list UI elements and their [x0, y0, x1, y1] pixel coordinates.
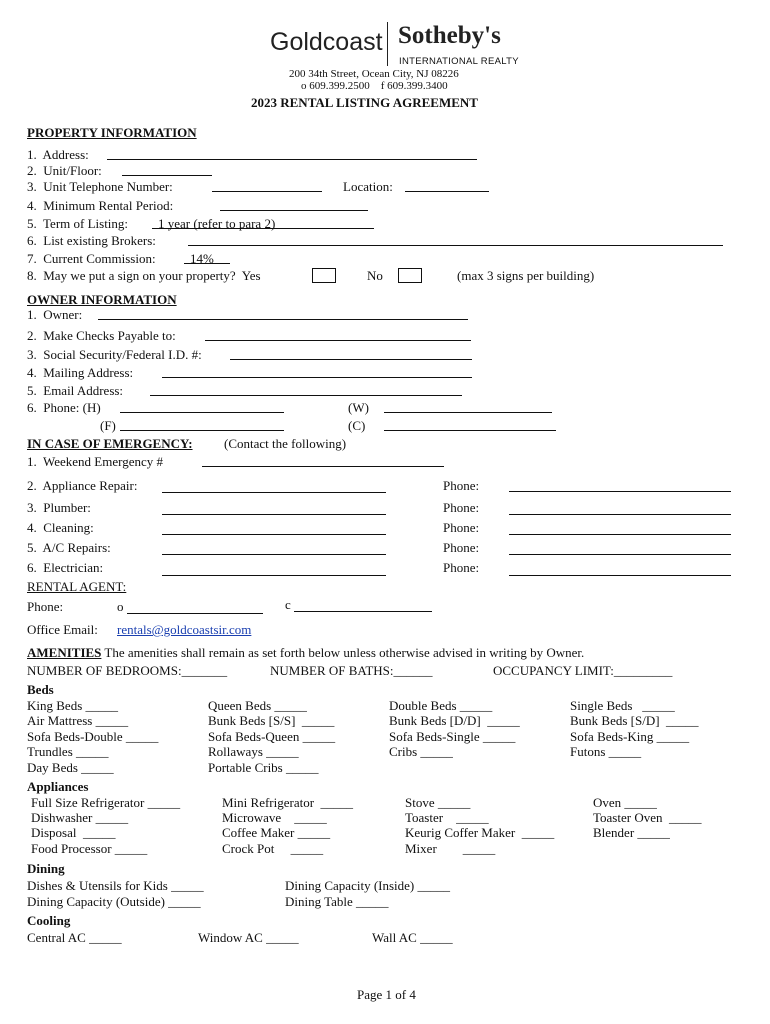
weekend-emergency-field[interactable] [202, 466, 444, 467]
appliance-item[interactable]: Toaster _____ [405, 810, 489, 826]
section-emergency-heading: IN CASE OF EMERGENCY: [27, 436, 193, 451]
ac-repairs-label: 5. A/C Repairs: [27, 540, 111, 555]
sign-question-label: 8. May we put a sign on your property? Yes [27, 268, 261, 283]
sign-no-checkbox[interactable] [398, 268, 422, 283]
amenities-intro-line [27, 645, 584, 660]
dining-item[interactable]: Dining Capacity (Inside) _____ [285, 878, 450, 893]
term-value: 1 year (refer to para 2) [158, 216, 276, 231]
ac-repairs-phone-field[interactable] [509, 554, 731, 555]
bed-item[interactable]: Portable Cribs _____ [208, 759, 319, 775]
phone-w-label: (W) [348, 400, 369, 415]
cooling-item[interactable]: Wall AC _____ [372, 930, 453, 945]
logo-goldcoast: Goldcoast [270, 28, 383, 56]
appliance-item[interactable]: Mixer _____ [405, 840, 496, 856]
appliance-repair-label: 2. Appliance Repair: [27, 478, 138, 493]
agent-phone-o-field[interactable] [127, 613, 263, 614]
commission-value: 14% [190, 251, 214, 266]
bed-item[interactable]: Sofa Beds-Single _____ [389, 728, 516, 744]
appliance-item[interactable]: Disposal _____ [31, 825, 116, 841]
appliances-heading: Appliances [27, 779, 89, 794]
plumber-field[interactable] [162, 514, 386, 515]
bed-item[interactable]: Queen Beds _____ [208, 698, 307, 713]
amenities-intro: The amenities shall remain as set forth below unless otherwise advised in writing by Owner. [101, 645, 585, 660]
location-label: Location: [343, 179, 393, 194]
document-title: 2023 RENTAL LISTING AGREEMENT [251, 95, 478, 110]
appliance-repair-field[interactable] [162, 492, 386, 493]
office-address: 200 34th Street, Ocean City, NJ 08226 [289, 68, 459, 80]
office-email-link[interactable]: rentals@goldcoastsir.com [117, 622, 252, 637]
weekend-emergency-label: 1. Weekend Emergency # [27, 454, 164, 469]
appliance-item[interactable]: Full Size Refrigerator _____ [31, 795, 181, 810]
address-field[interactable] [107, 159, 477, 160]
appliance-repair-phone-field[interactable] [509, 491, 731, 492]
agent-phone-c-label: c [285, 597, 291, 612]
mailing-label: 4. Mailing Address: [27, 365, 134, 380]
office-email-label: Office Email: [27, 622, 98, 637]
appliance-repair-phone-label: Phone: [443, 478, 480, 493]
plumber-phone-label: Phone: [443, 500, 480, 515]
term-field[interactable] [152, 228, 374, 229]
checks-payable-field[interactable] [205, 340, 471, 341]
bed-item[interactable]: Bunk Beds [S/S] _____ [208, 713, 335, 729]
ac-repairs-phone-label: Phone: [443, 540, 480, 555]
bed-item[interactable]: Sofa Beds-King _____ [570, 728, 690, 744]
mailing-field[interactable] [162, 377, 472, 378]
cooling-heading: Cooling [27, 913, 71, 928]
bed-item[interactable]: Trundles _____ [27, 744, 109, 760]
office-phones: o 609.399.2500 f 609.399.3400 [301, 80, 448, 92]
commission-label: 7. Current Commission: [27, 251, 156, 266]
checks-payable-label: 2. Make Checks Payable to: [27, 328, 176, 343]
phone-w-field[interactable] [384, 412, 552, 413]
dining-item[interactable]: Dishes & Utensils for Kids _____ [27, 878, 204, 893]
phone-f-label: (F) [100, 418, 116, 433]
appliance-item[interactable]: Keurig Coffer Maker _____ [405, 825, 555, 841]
bed-item[interactable]: Bunk Beds [D/D] _____ [389, 713, 520, 729]
owner-field[interactable] [98, 319, 468, 320]
appliance-item[interactable]: Food Processor _____ [31, 840, 148, 856]
beds-heading: Beds [27, 682, 54, 697]
ssn-label: 3. Social Security/Federal I.D. #: [27, 347, 202, 362]
address-label: 1. Address: [27, 147, 89, 162]
bed-item[interactable]: Day Beds _____ [27, 759, 114, 775]
electrician-phone-label: Phone: [443, 560, 480, 575]
bed-item[interactable]: Bunk Beds [S/D] _____ [570, 713, 699, 729]
ssn-field[interactable] [230, 359, 472, 360]
bed-item[interactable]: Air Mattress _____ [27, 713, 129, 729]
sign-no-label: No [367, 268, 383, 283]
section-property-heading: PROPERTY INFORMATION [27, 125, 197, 140]
agent-phone-c-field[interactable] [294, 611, 432, 612]
bedrooms-field[interactable]: NUMBER OF BEDROOMS:_______ [27, 663, 228, 678]
appliance-item[interactable]: Crock Pot _____ [222, 840, 324, 856]
sign-yes-checkbox[interactable] [312, 268, 336, 283]
appliance-item[interactable]: Stove _____ [405, 795, 471, 810]
emergency-subheading: (Contact the following) [224, 436, 347, 451]
bed-item[interactable]: Futons _____ [570, 744, 642, 760]
section-owner-heading: OWNER INFORMATION [27, 292, 177, 307]
appliance-item[interactable]: Oven _____ [593, 795, 657, 810]
brokers-field[interactable] [188, 245, 723, 246]
dining-heading: Dining [27, 861, 65, 876]
cleaning-phone-field[interactable] [509, 534, 731, 535]
sign-note: (max 3 signs per building) [457, 268, 595, 283]
electrician-phone-field[interactable] [509, 575, 731, 576]
bed-item[interactable]: Cribs _____ [389, 744, 453, 760]
electrician-field[interactable] [162, 575, 386, 576]
unit-floor-label: 2. Unit/Floor: [27, 163, 102, 178]
bed-item[interactable]: Single Beds _____ [570, 698, 675, 713]
unit-phone-field[interactable] [212, 191, 322, 192]
appliance-item[interactable]: Blender _____ [593, 825, 670, 841]
phone-f-field[interactable] [120, 430, 284, 431]
bed-item[interactable]: King Beds _____ [27, 698, 118, 713]
bed-item[interactable]: Rollaways _____ [208, 744, 299, 760]
cooling-item[interactable]: Window AC _____ [198, 930, 299, 945]
dining-item[interactable]: Dining Capacity (Outside) _____ [27, 893, 201, 909]
agent-phone-label: Phone: [27, 599, 64, 614]
agent-phone-o-label: o [117, 599, 124, 614]
page-number: Page 1 of 4 [357, 987, 416, 1002]
dining-item[interactable]: Dining Table _____ [285, 893, 389, 909]
bed-item[interactable]: Double Beds _____ [389, 698, 493, 713]
appliance-item[interactable]: Dishwasher _____ [31, 810, 129, 826]
cleaning-label: 4. Cleaning: [27, 520, 94, 535]
min-rental-label: 4. Minimum Rental Period: [27, 198, 174, 213]
cleaning-field[interactable] [162, 534, 386, 535]
phone-c-label: (C) [348, 418, 366, 433]
phone-h-label: 6. Phone: (H) [27, 400, 101, 415]
phone-c-field[interactable] [384, 430, 556, 431]
owner-label: 1. Owner: [27, 307, 83, 322]
electrician-label: 6. Electrician: [27, 560, 104, 575]
min-rental-field[interactable] [220, 210, 368, 211]
appliance-item[interactable]: Toaster Oven _____ [593, 810, 702, 826]
location-field[interactable] [405, 191, 489, 192]
appliance-item[interactable]: Mini Refrigerator _____ [222, 795, 354, 810]
commission-field[interactable] [184, 263, 230, 264]
brokers-label: 6. List existing Brokers: [27, 233, 156, 248]
appliance-item[interactable]: Coffee Maker _____ [222, 825, 331, 841]
cleaning-phone-label: Phone: [443, 520, 480, 535]
section-agent-heading: RENTAL AGENT: [27, 579, 127, 594]
email-label: 5. Email Address: [27, 383, 124, 398]
logo-subtitle: INTERNATIONAL REALTY [399, 56, 519, 67]
appliance-item[interactable]: Microwave _____ [222, 810, 327, 826]
term-label: 5. Term of Listing: [27, 216, 129, 231]
unit-floor-field[interactable] [122, 175, 212, 176]
phone-h-field[interactable] [120, 412, 284, 413]
email-field[interactable] [150, 395, 462, 396]
occupancy-field[interactable]: OCCUPANCY LIMIT:_________ [493, 663, 673, 678]
logo-divider [387, 22, 388, 66]
baths-field[interactable]: NUMBER OF BATHS:______ [270, 663, 433, 678]
ac-repairs-field[interactable] [162, 554, 386, 555]
logo-sothebys: Sotheby's [398, 22, 501, 49]
section-amenities-heading: AMENITIES [27, 645, 102, 660]
bed-item[interactable]: Sofa Beds-Double _____ [27, 728, 159, 744]
unit-phone-label: 3. Unit Telephone Number: [27, 179, 173, 194]
plumber-label: 3. Plumber: [27, 500, 91, 515]
cooling-item[interactable]: Central AC _____ [27, 930, 122, 945]
bed-item[interactable]: Sofa Beds-Queen _____ [208, 728, 336, 744]
plumber-phone-field[interactable] [509, 514, 731, 515]
